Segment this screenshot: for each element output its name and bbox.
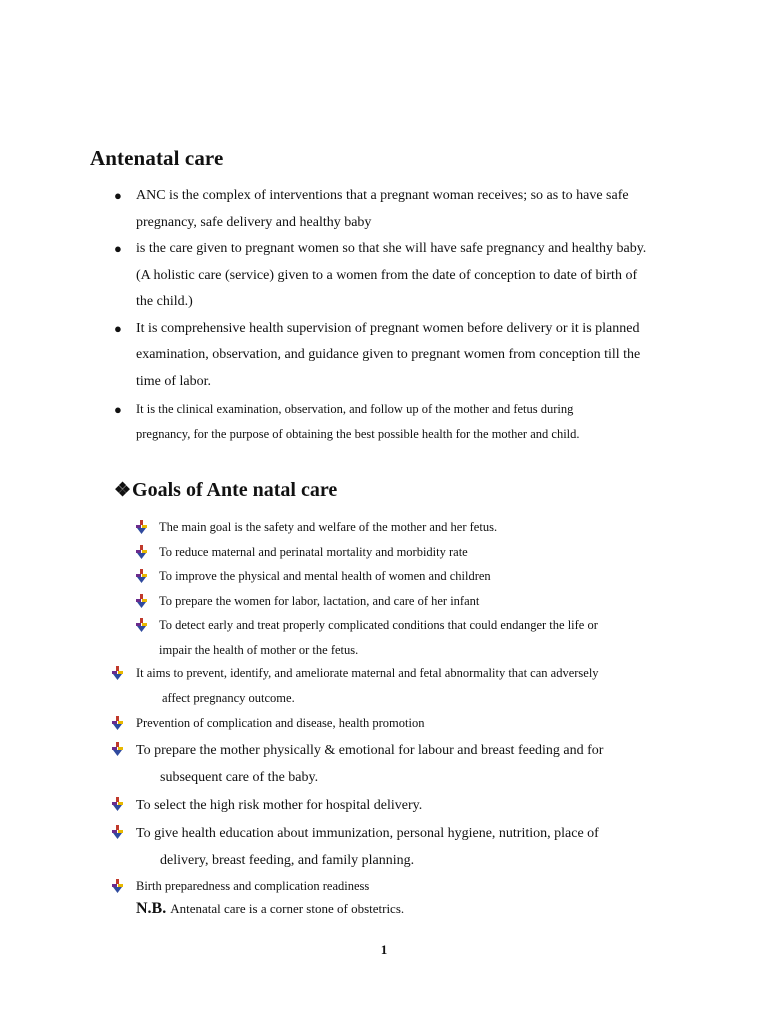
list-item-line: To select the high risk mother for hospital delivery. [136,798,423,813]
list-item-line: Prevention of complication and disease, health promotion [136,716,425,730]
list-item [0,183,768,236]
disc-bullet-icon: ● [114,402,122,417]
list-item-line: time of labor. [136,373,212,389]
disc-bullet-icon: ● [114,241,122,256]
page-title: Antenatal care [90,146,224,170]
list-item-line: It is comprehensive health supervision of pregnant women before delivery or it is planned [136,320,640,336]
list-item-line: affect pregnancy outcome. [162,691,295,705]
arrow-bullet-icon [112,879,123,893]
list-item-line: impair the health of mother or the fetus. [159,642,359,657]
list-item-line: To detect early and treat properly complicated conditions that could endanger the life or [159,618,598,632]
list-item [0,613,768,662]
arrow-bullet-icon [136,594,147,608]
arrow-bullet-icon [136,618,147,632]
arrow-bullet-icon [112,742,123,756]
arrow-bullet-icon [112,797,123,811]
list-item [0,236,768,316]
list-item-line: The main goal is the safety and welfare of the mother and her fetus. [159,520,498,534]
goals-sub-list [0,515,768,662]
page-number: 1 [380,942,388,957]
list-item [0,316,768,396]
intro-bullet-list [0,183,768,447]
list-item-line: It aims to prevent, identify, and ameliorate maternal and fetal abnormality that can adversely [136,666,599,680]
arrow-bullet-icon [136,545,147,559]
list-item [0,564,768,589]
disc-bullet-icon: ● [114,188,122,203]
list-item [0,737,768,791]
list-item-line: To reduce maternal and perinatal mortality and morbidity rate [159,544,468,559]
list-item [0,711,768,736]
list-item-line: To prepare the mother physically & emotional for labour and breast feeding and for [136,743,604,758]
diamond-bullet-icon: ❖ [114,480,132,501]
arrow-bullet-icon [136,569,147,583]
arrow-bullet-icon [136,520,147,534]
list-item [0,820,768,874]
nota-bene-text: Antenatal care is a corner stone of obstetrics. [170,901,405,916]
list-item-line: is the care given to pregnant women so that she will have safe pregnancy and healthy baby. [136,241,647,256]
list-item-line: pregnancy, safe delivery and healthy baby [136,214,372,230]
list-item-line: To improve the physical and mental health of women and children [159,569,491,583]
list-item [0,589,768,614]
list-item-line: delivery, breast feeding, and family planning. [160,853,415,868]
arrow-bullet-icon [112,825,123,839]
list-item [0,515,768,540]
list-item-line: examination, observation, and guidance given to pregnant women from conception till the [136,347,641,362]
arrow-bullet-icon [112,716,123,730]
list-item-line: pregnancy, for the purpose of obtaining the best possible health for the mother and child. [136,427,580,441]
section-heading [114,479,337,502]
list-item-line: Birth preparedness and complication readiness [136,879,370,893]
list-item [0,540,768,565]
nota-bene-label: N.B. [136,900,167,917]
list-item [0,661,768,711]
list-item-line: (A holistic care (service) given to a women from the date of conception to date of birth of [136,267,638,283]
list-item-line: To prepare the women for labor, lactation, and care of her infant [159,593,480,608]
nota-bene-note [136,900,404,918]
disc-bullet-icon: ● [114,320,122,336]
list-item-line: the child.) [136,294,193,309]
list-item-line: To give health education about immunization, personal hygiene, nutrition, place of [136,826,599,841]
list-item-line: subsequent care of the baby. [160,770,319,785]
arrow-bullet-icon [112,666,123,680]
list-item-line: ANC is the complex of interventions that a pregnant woman receives; so as to have safe [136,188,629,203]
list-item [0,397,768,447]
goals-main-list [0,661,768,899]
list-item [0,874,768,899]
list-item [0,792,768,819]
list-item-line: It is the clinical examination, observation, and follow up of the mother and fetus during [136,402,574,416]
section-heading-text: Goals of Ante natal care [132,479,338,501]
